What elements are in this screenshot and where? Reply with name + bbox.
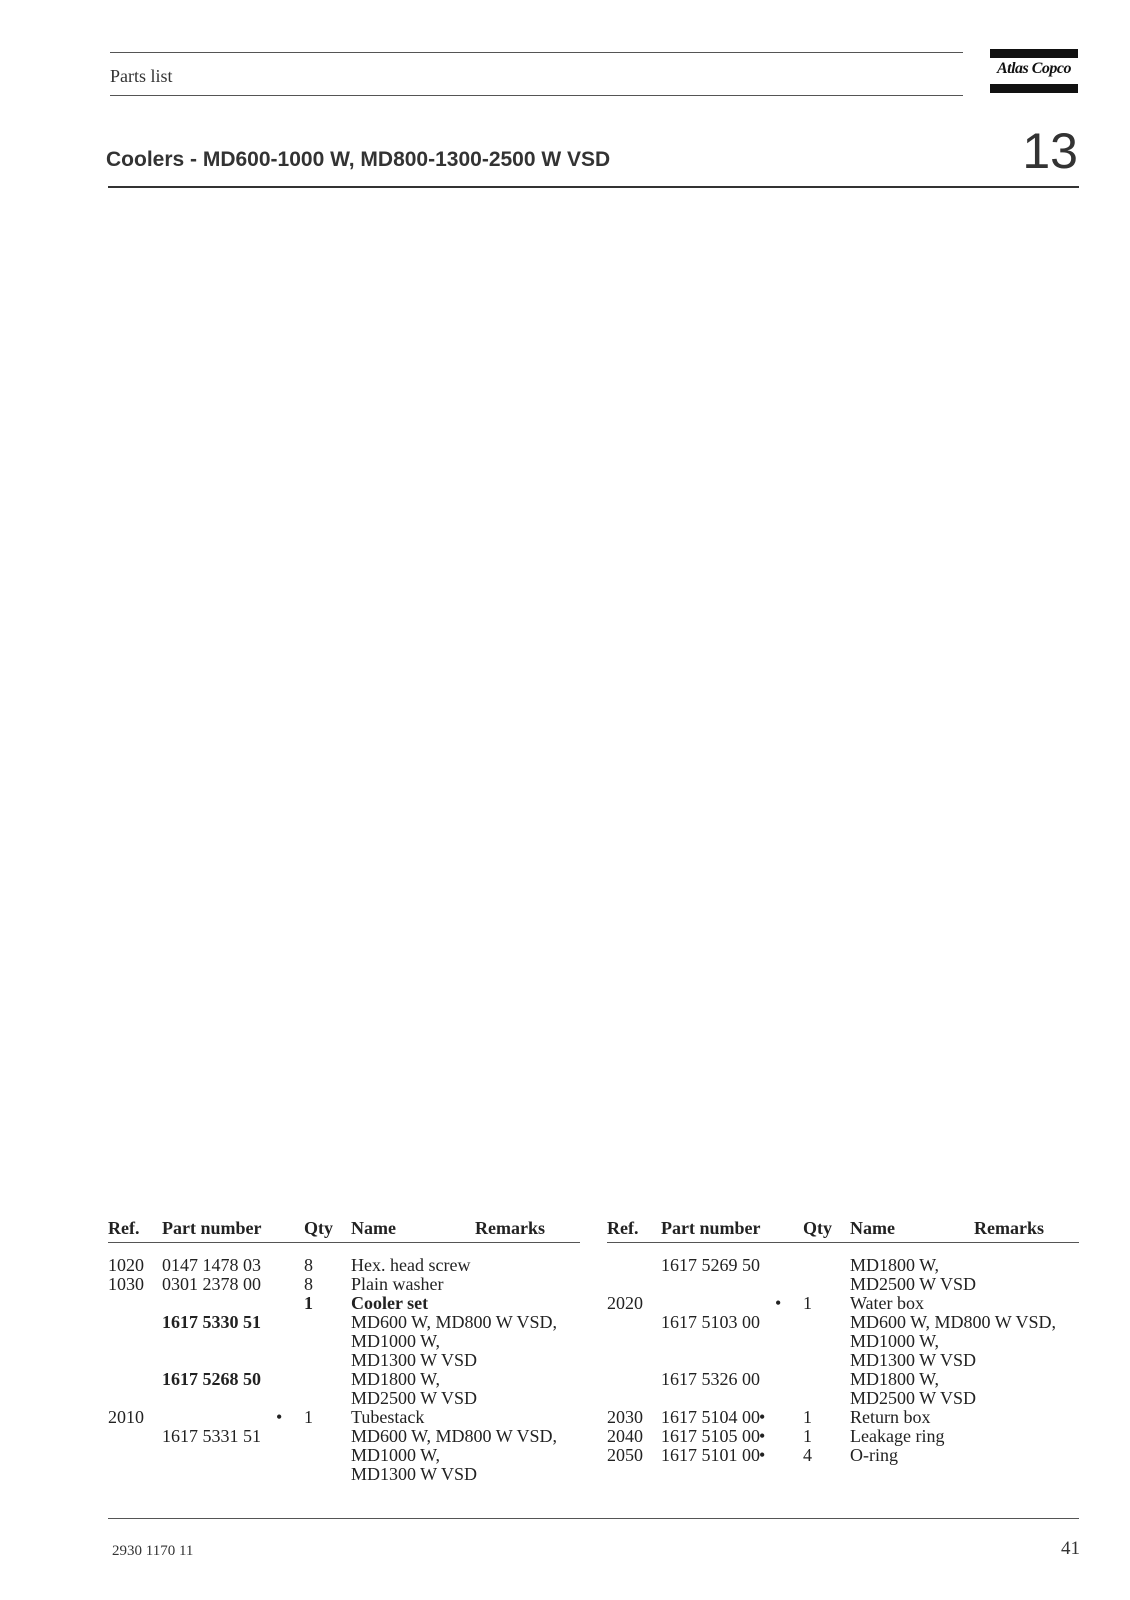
ref-cell: 2020 [607,1293,643,1313]
table-row [108,1256,580,1275]
bullet-marker: • [276,1407,283,1427]
name-cell: Return box [850,1407,931,1427]
name-cell: MD1000 W, [351,1445,441,1465]
name-cell: MD1300 W VSD [850,1350,977,1370]
part-number-cell: 1617 5330 51 [162,1312,261,1332]
bullet-marker: • [759,1445,766,1465]
header-top-rule [110,52,963,53]
name-cell: Plain washer [351,1274,444,1294]
page-number: 41 [1061,1538,1080,1559]
qty-cell: 1 [304,1407,313,1427]
table-row [108,1351,580,1370]
table-row [607,1427,1079,1446]
table-row [108,1294,580,1313]
name-cell: Tubestack [351,1407,425,1427]
name-cell: MD1000 W, [351,1331,441,1351]
logo-bottom-bar [990,84,1078,93]
ref-cell: 2050 [607,1445,643,1465]
table-row [607,1351,1079,1370]
table-row [607,1370,1079,1389]
table-row [607,1389,1079,1408]
name-cell: MD1300 W VSD [351,1350,478,1370]
footer-rule [108,1518,1079,1519]
ref-cell: 2030 [607,1407,643,1427]
column-header-name: Name [351,1218,396,1238]
table-row [108,1427,580,1446]
table-row [108,1275,580,1294]
table-header-rule [108,1242,580,1243]
name-cell: Water box [850,1293,925,1313]
column-header-part-number: Part number [162,1218,262,1238]
table-row [607,1294,1079,1313]
part-number-cell: 1617 5103 00 [661,1312,760,1332]
table-header [607,1219,1079,1240]
qty-cell: 4 [803,1445,812,1465]
table-body [108,1256,580,1484]
name-cell: Leakage ring [850,1426,945,1446]
name-cell: MD2500 W VSD [850,1274,977,1294]
part-number-cell: 1617 5269 50 [661,1255,760,1275]
column-header-name: Name [850,1218,895,1238]
column-header-qty: Qty [304,1218,333,1238]
table-row [607,1256,1079,1275]
column-header-remarks: Remarks [974,1218,1044,1238]
name-cell: MD600 W, MD800 W VSD, [351,1426,558,1446]
name-cell: MD2500 W VSD [850,1388,977,1408]
name-cell: MD1800 W, [850,1369,940,1389]
section-title: Coolers - MD600-1000 W, MD800-1300-2500 W VSD [106,148,611,171]
name-cell: Hex. head screw [351,1255,471,1275]
name-cell: MD2500 W VSD [351,1388,478,1408]
table-row [607,1275,1079,1294]
bullet-marker: • [775,1293,782,1313]
logo-top-bar [990,49,1078,58]
table-row [108,1313,580,1332]
section-title-rule [108,186,1079,188]
part-number-cell: 1617 5268 50 [162,1369,261,1389]
parts-table-right [607,1219,1079,1465]
name-cell: MD1300 W VSD [351,1464,478,1484]
table-row [108,1370,580,1389]
table-header-rule [607,1242,1079,1243]
part-number-cell: 0301 2378 00 [162,1274,261,1294]
column-header-ref: Ref. [607,1218,639,1238]
name-cell: MD1800 W, [351,1369,441,1389]
table-header [108,1219,580,1240]
table-row [607,1332,1079,1351]
qty-cell: 1 [803,1293,812,1313]
column-header-part-number: Part number [661,1218,761,1238]
header-bottom-rule [110,95,963,96]
column-header-qty: Qty [803,1218,832,1238]
table-row [108,1465,580,1484]
name-cell: MD600 W, MD800 W VSD, [351,1312,558,1332]
column-header-remarks: Remarks [475,1218,545,1238]
name-cell: O-ring [850,1445,898,1465]
ref-cell: 2010 [108,1407,144,1427]
qty-cell: 1 [803,1426,812,1446]
bullet-marker: • [759,1426,766,1446]
table-row [108,1389,580,1408]
column-header-ref: Ref. [108,1218,140,1238]
table-row [108,1446,580,1465]
name-cell: MD600 W, MD800 W VSD, [850,1312,1057,1332]
parts-table-left [108,1219,580,1484]
table-row [108,1408,580,1427]
name-cell: MD1800 W, [850,1255,940,1275]
table-row [607,1446,1079,1465]
table-row [607,1408,1079,1427]
section-number: 13 [1022,123,1078,179]
bullet-marker: • [759,1407,766,1427]
qty-cell: 1 [803,1407,812,1427]
qty-cell: 8 [304,1274,313,1294]
ref-cell: 1030 [108,1274,144,1294]
part-number-cell: 1617 5105 00 [661,1426,760,1446]
logo-wordmark: Atlas Copco [996,60,1072,77]
qty-cell: 1 [304,1293,313,1313]
part-number-cell: 1617 5326 00 [661,1369,760,1389]
document-number: 2930 1170 11 [112,1543,194,1559]
atlas-copco-logo [990,49,1078,93]
table-row [607,1313,1079,1332]
header-label: Parts list [110,66,173,86]
table-row [108,1332,580,1351]
part-number-cell: 0147 1478 03 [162,1255,261,1275]
name-cell: MD1000 W, [850,1331,940,1351]
ref-cell: 1020 [108,1255,144,1275]
qty-cell: 8 [304,1255,313,1275]
part-number-cell: 1617 5104 00 [661,1407,760,1427]
ref-cell: 2040 [607,1426,643,1446]
part-number-cell: 1617 5101 00 [661,1445,760,1465]
part-number-cell: 1617 5331 51 [162,1426,261,1446]
name-cell: Cooler set [351,1293,429,1313]
table-body [607,1256,1079,1465]
